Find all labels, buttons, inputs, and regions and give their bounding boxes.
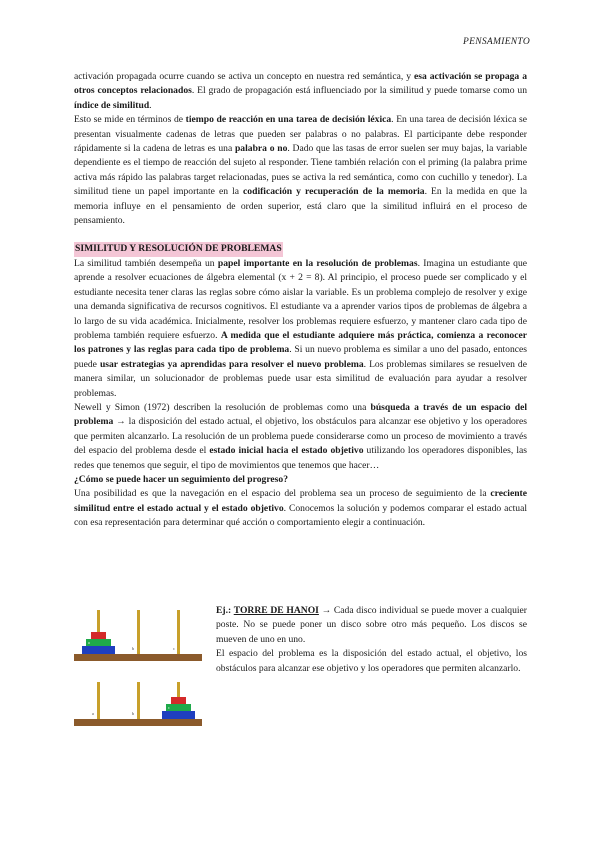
wooden-base [74,654,202,661]
peg-label: b [132,646,134,651]
text-run: . Conocemos la solución y podemos comparar el estado actual con esa representación para determinar qué acción o comportamiento elegir a continuación. [74,502,527,529]
bold-run: tiempo de reacción en una tarea de decisión léxica [185,114,392,126]
peg-label: c [168,705,170,710]
section-heading: SIMILITUD Y RESOLUCIÓN DE PROBLEMAS [74,242,283,256]
bold-run: índice de similitud [74,99,150,111]
peg-b [137,682,140,719]
paragraph-lexical-decision [74,113,527,228]
text-run: . El grado de propagación está influenciado por la similitud y puede tomarse como un [191,85,527,97]
hanoi-problem-space: El espacio del problema es la disposición del estado actual, el objetivo, los obstáculos para alcanzar ese objetivo y los operadores que permiten alcanzarlo. [216,648,527,674]
text-run: Newell y Simon (1972) describen la resolución de problemas como una [74,401,371,413]
text-run: Una posibilidad es que la navegación en el espacio del problema sea un proceso de seguimiento de la [74,488,491,500]
tower-of-hanoi-illustration [74,604,204,734]
disk-small [171,697,186,704]
bold-run: búsqueda a través de un espacio del problema [74,401,528,428]
peg-label: c [173,646,175,651]
disk-large [162,711,195,719]
hanoi-title: TORRE DE HANOI [233,605,319,616]
peg-label: a [88,640,90,645]
paragraph-newell-simon [74,401,527,473]
paragraph-progress [74,487,527,530]
text-run: . Imagina un estudiante que aprende a resolver ecuaciones de álgebra elemental (x + 2 = 8). Al principio, el proceso puede ser complicado y el estudiante necesita tener claras las reglas sobre cómo aislar la variable. Es un problema complejo de resolver y exige una demanda significativa de recursos cognitivos. El estudiante va a aprender varios tipos de problemas de álgebra a lo largo de su vida académica. Inicialmente, resolver los problemas requiere esfuerzo, y mantener claro cada tipo de problema también requiere esfuerzo. [74,257,527,341]
bold-run: A medida que el estudiante adquiere más práctica, comienza a reconocer los patrones y las reglas para cada tipo de problema [74,329,527,356]
peg-label: a [92,711,94,716]
paragraph-activation [74,70,527,113]
text-run: → la disposición del estado actual, el objetivo, los obstáculos para alcanzar ese objetivo y los operadores que permiten alcanzarlo. La resolución de un problema puede considerarse como un proceso de movimiento a través del espacio del problema desde el [74,416,527,457]
text-run: . En la medida en que la memoria influye en el pensamiento de orden superior, está claro que la similitud influirá en el proceso de pensamiento. [74,186,527,227]
bold-run: usar estrategias ya aprendidas para resolver el nuevo problema [99,358,364,370]
running-header: PENSAMIENTO [463,37,530,47]
hanoi-description [216,604,527,676]
bold-run: estado inicial hacia el estado objetivo [209,445,364,457]
bold-run: codificación y recuperación de la memoria [243,186,425,198]
bold-run: esa activación se propaga a otros conceptos relacionados [74,71,527,97]
peg-b [137,610,140,654]
document-body [74,70,527,531]
text-run: La similitud también desempeña un [74,257,218,269]
peg-label: b [132,711,134,716]
text-run: utilizando los operadores disponibles, las redes que tenemos que seguir, el tipo de movimientos que tenemos que hacer… [74,445,527,471]
text-run: activación propagada ocurre cuando se activa un concepto en nuestra red semántica, y [74,71,414,82]
text-run: . Dado que las tasas de error suelen ser muy bajas, la variable dependiente es el tiempo de reacción del sujeto al responder. Tiene también relación con el priming (la palabra prime activa más rápido las palabras target relacionadas, pues se activa la red semántica, como con cuchillo y tenedor). La similitud tiene un papel importante en la [74,143,527,198]
text-run: . Los problemas similares se resuelven de manera similar, un solucionador de problemas puede usar esta similitud de evaluación para ayudar a resolver problemas. [74,358,527,399]
paragraph-problem-solving [74,257,527,401]
hanoi-initial-state [74,610,202,661]
peg-a [97,682,100,719]
hanoi-example [74,604,527,734]
question-heading: ¿Cómo se puede hacer un seguimiento del progreso? [74,473,288,485]
text-run: . Si un nuevo problema es similar a uno del pasado, entonces puede [74,344,527,370]
text-run: → Cada disco individual se puede mover a cualquier poste. No se puede poner un disco sobre otro más pequeño. Los discos se mueven de uno en uno. [216,605,527,645]
bold-run: creciente similitud entre el estado actual y el estado objetivo [74,488,527,514]
bold-run: palabra o no [234,143,288,155]
hanoi-goal-state [74,682,202,726]
peg-c [177,610,180,654]
disk-small [91,632,106,639]
text-run: . [149,99,152,111]
bold-run: papel importante en la resolución de problemas [217,257,418,269]
hanoi-rules [216,604,527,647]
disk-large [82,646,115,654]
wooden-base [74,719,202,726]
example-label: Ej.: [216,605,234,616]
text-run: Esto se mide en términos de [74,114,186,126]
text-run: . En una tarea de decisión léxica se presentan visualmente cadenas de letras que pueden ser palabras o no palabras. El participante debe responder rápidamente si la cadena de letras es una [74,114,527,155]
